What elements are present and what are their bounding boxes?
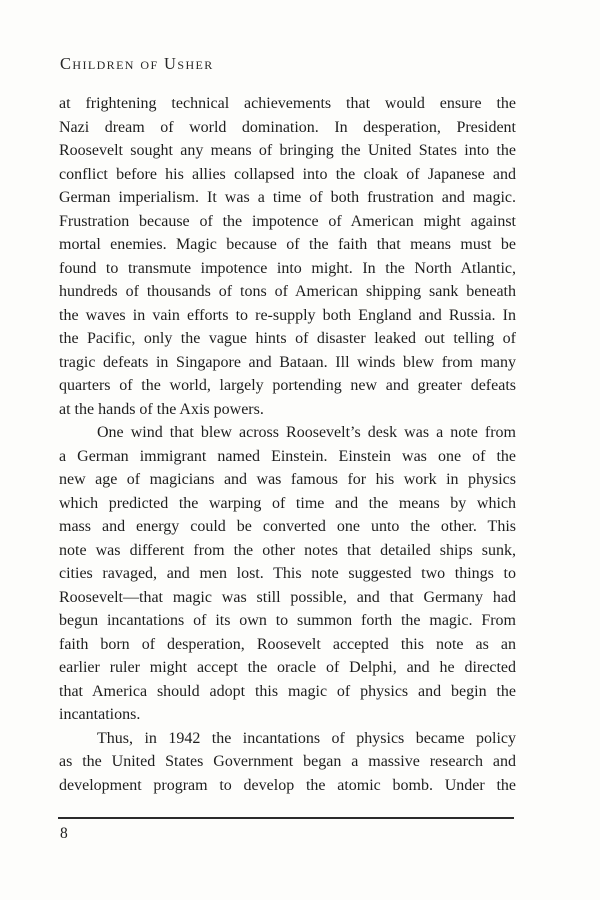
text-line: mass and energy could be converted one unto the other. This: [59, 518, 516, 535]
text-line: Roosevelt sought any means of bringing the United States into the: [59, 142, 516, 159]
text-line: Frustration because of the impotence of American might against: [59, 212, 516, 230]
page-number: 8: [60, 825, 68, 842]
text-line: German imperialism. It was a time of both frustration and magic.: [59, 189, 516, 206]
text-line: the waves in vain efforts to re-supply both England and Russia. In: [59, 306, 516, 324]
text-line: new age of magicians and was famous for his work in physics: [59, 471, 516, 488]
text-line: at frightening technical achievements that would ensure the: [59, 95, 516, 112]
text-line: development program to develop the atomic bomb. Under the: [59, 776, 516, 794]
text-line: earlier ruler might accept the oracle of Delphi, and he directed: [59, 659, 516, 676]
text-line: note was different from the other notes that detailed ships sunk,: [59, 541, 516, 559]
text-line: faith born of desperation, Roosevelt accepted this note as an: [59, 635, 516, 653]
text-line: Roosevelt—that magic was still possible, and that Germany had: [59, 588, 516, 606]
text-line: the Pacific, only the vague hints of disaster leaked out telling of: [59, 330, 516, 347]
text-line: hundreds of thousands of tons of American shipping sank beneath: [59, 283, 516, 300]
running-header: Children of Usher: [60, 54, 214, 73]
text-line: which predicted the warping of time and the means by which: [59, 494, 516, 512]
text-line: conflict before his allies collapsed into the cloak of Japanese and: [59, 165, 516, 183]
text-line: found to transmute impotence into might. In the North Atlantic,: [59, 259, 516, 277]
text-line: a German immigrant named Einstein. Einstein was one of the: [59, 447, 516, 465]
text-line: quarters of the world, largely portending new and greater defeats: [59, 377, 516, 394]
text-line: as the United States Government began a massive research and: [59, 753, 516, 770]
text-line: cities ravaged, and men lost. This note suggested two things to: [59, 565, 516, 582]
text-line: Nazi dream of world domination. In desperation, President: [59, 118, 516, 136]
footer-divider: [58, 817, 514, 819]
text-line: incantations.: [59, 706, 141, 723]
text-line: tragic defeats in Singapore and Bataan. Ill winds blew from many: [59, 353, 516, 371]
text-line: Thus, in 1942 the incantations of physics became policy: [97, 729, 516, 747]
body-text-block: [59, 92, 516, 797]
text-line: at the hands of the Axis powers.: [59, 400, 264, 418]
text-line: that America should adopt this magic of physics and begin the: [59, 682, 516, 700]
text-line: begun incantations of its own to summon forth the magic. From: [59, 612, 516, 629]
text-line: mortal enemies. Magic because of the faith that means must be: [59, 236, 516, 253]
text-line: One wind that blew across Roosevelt’s desk was a note from: [97, 424, 516, 441]
